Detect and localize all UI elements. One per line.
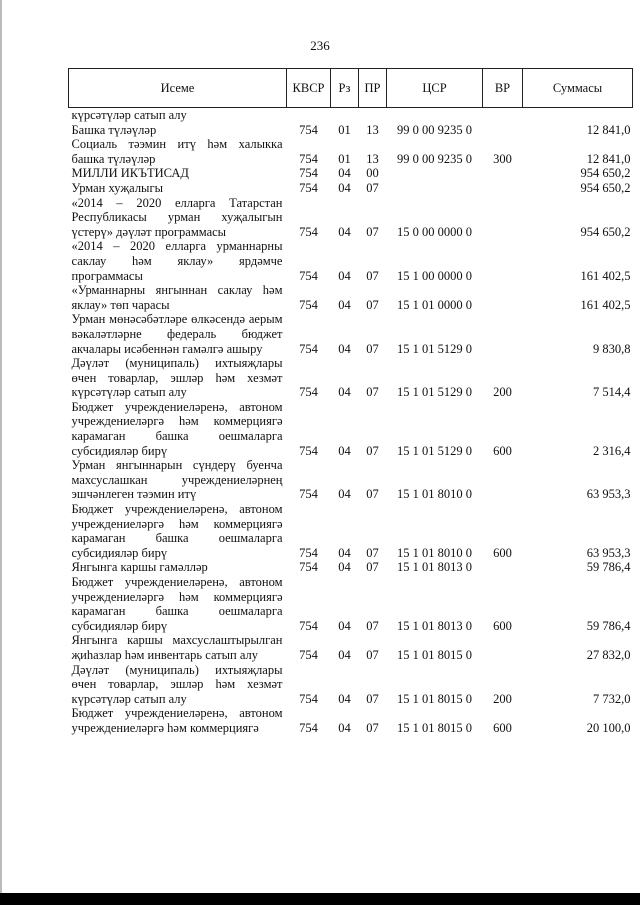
cell-sum: 2 316,4 <box>593 443 631 458</box>
table-row <box>69 560 633 575</box>
cell-name: күрсәтүләр сатып алу <box>71 108 187 122</box>
table-row <box>69 575 633 633</box>
cell-pr: 13 <box>366 122 379 137</box>
table-row <box>69 283 633 312</box>
table-row <box>69 633 633 662</box>
cell-name: Башка түләүләр <box>71 122 157 137</box>
cell-kvsr: 754 <box>299 691 318 706</box>
cell-kvsr: 754 <box>299 385 318 400</box>
table-row <box>69 196 633 240</box>
cell-name: Урман хуҗалыгы <box>71 180 163 195</box>
cell-sum: 9 830,8 <box>593 341 631 356</box>
budget-table-container <box>68 68 632 736</box>
cell-name: Бюджет учреждениеләренә, автоном учреждениеләргә һәм коммерциягә карамаган башка оешмаларга субсидияләр бирү <box>71 575 283 633</box>
cell-vr <box>483 239 523 283</box>
table-header-row <box>69 69 633 108</box>
header-sum: Суммасы <box>523 69 633 108</box>
cell-sum: 954 650,2 <box>580 166 631 181</box>
cell-sum: 7 732,0 <box>593 691 631 706</box>
cell-pr: 07 <box>366 560 379 575</box>
header-csr: ЦСР <box>387 69 483 108</box>
cell-sum: 161 402,5 <box>580 268 631 283</box>
cell-name: Дәүләт (муниципаль) ихтыяҗлары өчен товарлар, эшләр һәм хезмәт күрсәтүләр сатып алу <box>71 662 283 706</box>
cell-vr <box>483 633 523 662</box>
cell-pr: 07 <box>366 487 379 502</box>
cell-rz: 04 <box>338 560 351 575</box>
cell-pr: 07 <box>366 720 379 735</box>
table-row <box>69 166 633 181</box>
cell-csr: 15 1 01 8010 0 <box>397 545 472 560</box>
cell-sum: 20 100,0 <box>586 720 631 735</box>
cell-name: Бюджет учреждениеләренә, автоном учреждениеләргә һәм коммерциягә карамаган башка оешмаларга субсидияләр бирү <box>71 502 283 560</box>
cell-csr <box>387 108 483 123</box>
cell-name: Социаль тәэмин итү һәм халыкка башка түләүләр <box>71 137 283 166</box>
cell-sum: 59 786,4 <box>586 560 631 575</box>
cell-kvsr: 754 <box>299 151 318 166</box>
cell-sum: 954 650,2 <box>580 224 631 239</box>
table-row <box>69 663 633 707</box>
cell-kvsr: 754 <box>299 720 318 735</box>
cell-kvsr: 754 <box>299 297 318 312</box>
cell-pr: 07 <box>366 691 379 706</box>
cell-name: Урман янгыннарын сүндерү буенча махсуслашкан учреждениеләрнең эшчәнлеген тәэмин итү <box>71 458 283 502</box>
header-pr: ПР <box>359 69 387 108</box>
cell-rz: 04 <box>338 691 351 706</box>
cell-pr: 07 <box>366 385 379 400</box>
cell-name: Бюджет учреждениеләренә, автоном учреждениеләргә һәм коммерциягә карамаган башка оешмаларга субсидияләр бирү <box>71 399 283 458</box>
cell-name: МИЛЛИ ИКЪТИСАД <box>71 166 189 181</box>
cell-name: Урман мөнәсәбәтләре өлкәсендә аерым вәкаләтләрне федераль бюджет акчалары исәбеннән гамәлгә ашыру <box>71 312 283 356</box>
cell-rz: 04 <box>338 297 351 312</box>
cell-csr: 15 1 01 5129 0 <box>397 341 472 356</box>
cell-name: Янгынга каршы гамәлләр <box>71 560 208 575</box>
cell-sum: 27 832,0 <box>586 647 631 662</box>
cell-rz: 04 <box>338 618 351 633</box>
cell-kvsr <box>287 108 331 123</box>
cell-csr: 15 1 01 5129 0 <box>397 443 472 458</box>
cell-kvsr: 754 <box>299 224 318 239</box>
cell-rz: 04 <box>338 545 351 560</box>
cell-kvsr: 754 <box>299 122 318 137</box>
table-row <box>69 312 633 356</box>
table-row <box>69 400 633 458</box>
cell-kvsr: 754 <box>299 560 318 575</box>
cell-kvsr: 754 <box>299 443 318 458</box>
cell-vr: 300 <box>493 151 512 166</box>
cell-vr <box>483 312 523 356</box>
cell-name: Бюджет учреждениеләренә, автоном учреждениеләргә һәм коммерциягә <box>71 706 283 735</box>
cell-sum: 63 953,3 <box>586 545 631 560</box>
cell-rz: 04 <box>338 385 351 400</box>
cell-name: «2014 – 2020 елларга Татарстан Республикасы урман хуҗалыгын үстерү» дәүләт программасы <box>71 195 283 239</box>
cell-kvsr: 754 <box>299 618 318 633</box>
cell-csr: 15 1 01 8015 0 <box>397 647 472 662</box>
header-rz: Рз <box>331 69 359 108</box>
cell-kvsr: 754 <box>299 545 318 560</box>
cell-kvsr: 754 <box>299 647 318 662</box>
header-name: Исеме <box>69 69 287 108</box>
cell-csr: 15 0 00 0000 0 <box>397 224 472 239</box>
cell-vr: 200 <box>493 691 512 706</box>
scan-edge <box>0 0 2 905</box>
cell-pr: 00 <box>366 166 379 181</box>
cell-sum: 161 402,5 <box>580 297 631 312</box>
cell-name: «Урманнарны янгыннан саклау һәм яклау» төп чарасы <box>71 283 283 312</box>
table-row <box>69 137 633 166</box>
table-row <box>69 458 633 502</box>
cell-sum <box>523 108 633 123</box>
cell-vr: 600 <box>493 545 512 560</box>
cell-rz: 04 <box>338 487 351 502</box>
cell-vr <box>483 196 523 240</box>
scan-bottom-border <box>0 893 640 905</box>
cell-rz: 04 <box>338 166 351 181</box>
table-row <box>69 181 633 196</box>
table-row <box>69 356 633 400</box>
cell-pr <box>359 108 387 123</box>
cell-name: «2014 – 2020 елларга урманнарны саклау һәм яклау» ярдәмче программасы <box>71 239 283 283</box>
cell-vr <box>483 283 523 312</box>
cell-sum: 12 841,0 <box>586 151 631 166</box>
cell-rz: 04 <box>338 647 351 662</box>
cell-csr: 15 1 01 0000 0 <box>397 297 472 312</box>
cell-kvsr: 754 <box>299 180 318 195</box>
cell-vr <box>483 458 523 502</box>
cell-rz: 01 <box>338 122 351 137</box>
cell-vr <box>483 560 523 575</box>
header-kvsr: КВСР <box>287 69 331 108</box>
cell-csr <box>387 181 483 196</box>
cell-name: Янгынга каршы махсуслаштырылган җиһазлар һәм инвентарь сатып алу <box>71 633 283 662</box>
cell-sum: 7 514,4 <box>593 385 631 400</box>
cell-vr <box>483 166 523 181</box>
cell-vr: 200 <box>493 385 512 400</box>
cell-rz: 04 <box>338 341 351 356</box>
table-row <box>69 239 633 283</box>
cell-sum: 59 786,4 <box>586 618 631 633</box>
cell-vr <box>483 123 523 138</box>
cell-rz: 04 <box>338 224 351 239</box>
cell-pr: 07 <box>366 545 379 560</box>
cell-pr: 07 <box>366 180 379 195</box>
cell-csr: 15 1 01 8010 0 <box>397 487 472 502</box>
cell-rz: 04 <box>338 443 351 458</box>
table-row <box>69 502 633 560</box>
cell-vr: 600 <box>493 720 512 735</box>
table-body <box>69 108 633 736</box>
cell-kvsr: 754 <box>299 166 318 181</box>
cell-pr: 07 <box>366 224 379 239</box>
cell-pr: 07 <box>366 341 379 356</box>
cell-sum: 12 841,0 <box>586 122 631 137</box>
cell-csr <box>387 166 483 181</box>
cell-rz: 04 <box>338 268 351 283</box>
cell-pr: 13 <box>366 151 379 166</box>
cell-vr: 600 <box>493 443 512 458</box>
budget-table <box>68 68 633 736</box>
cell-sum: 63 953,3 <box>586 487 631 502</box>
cell-rz: 01 <box>338 151 351 166</box>
table-row <box>69 108 633 123</box>
cell-csr: 15 1 00 0000 0 <box>397 268 472 283</box>
page-number: 236 <box>310 38 330 53</box>
cell-rz <box>331 108 359 123</box>
cell-csr: 15 1 01 8015 0 <box>397 720 472 735</box>
header-vr: ВР <box>483 69 523 108</box>
cell-kvsr: 754 <box>299 268 318 283</box>
cell-kvsr: 754 <box>299 341 318 356</box>
cell-sum: 954 650,2 <box>580 180 631 195</box>
cell-csr: 15 1 01 5129 0 <box>397 385 472 400</box>
cell-pr: 07 <box>366 618 379 633</box>
cell-pr: 07 <box>366 443 379 458</box>
cell-vr: 600 <box>493 618 512 633</box>
cell-csr: 99 0 00 9235 0 <box>397 151 472 166</box>
cell-csr: 15 1 01 8013 0 <box>397 618 472 633</box>
cell-csr: 99 0 00 9235 0 <box>397 122 472 137</box>
cell-csr: 15 1 01 8015 0 <box>397 691 472 706</box>
cell-pr: 07 <box>366 647 379 662</box>
cell-vr <box>483 181 523 196</box>
table-row <box>69 123 633 138</box>
cell-kvsr: 754 <box>299 487 318 502</box>
cell-rz: 04 <box>338 720 351 735</box>
cell-vr <box>483 108 523 123</box>
table-row <box>69 706 633 735</box>
cell-pr: 07 <box>366 268 379 283</box>
cell-rz: 04 <box>338 180 351 195</box>
cell-csr: 15 1 01 8013 0 <box>397 560 472 575</box>
cell-pr: 07 <box>366 297 379 312</box>
cell-name: Дәүләт (муниципаль) ихтыяҗлары өчен товарлар, эшләр һәм хезмәт күрсәтүләр сатып алу <box>71 356 283 400</box>
